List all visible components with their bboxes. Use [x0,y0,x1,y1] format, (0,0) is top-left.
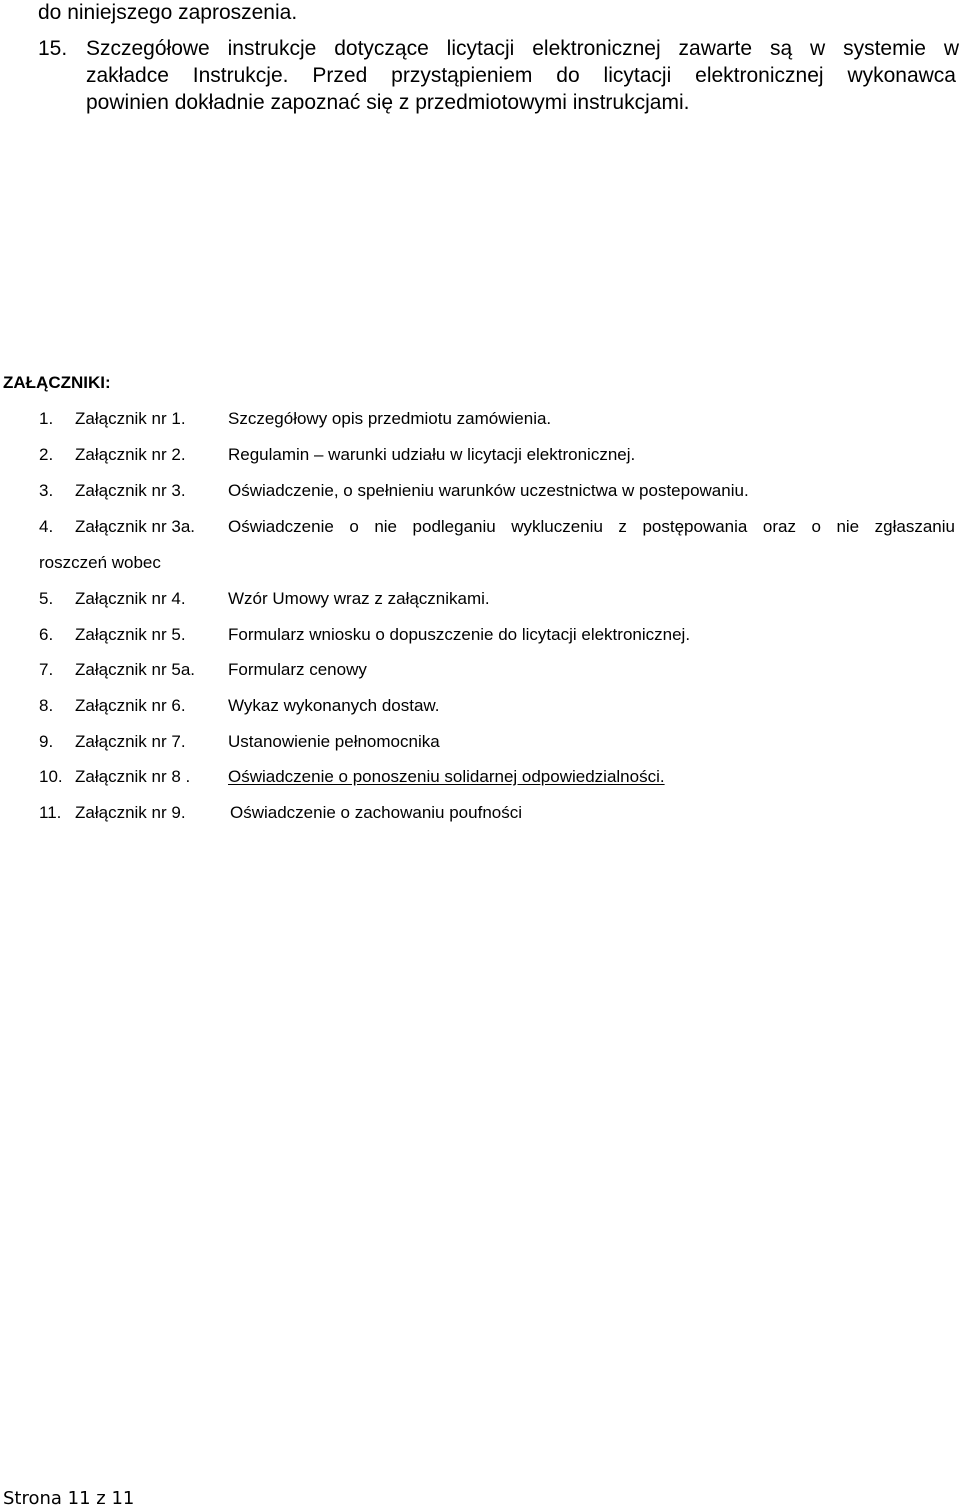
paragraph-number: 15. [38,37,68,60]
attachment-description: Oświadczenie, o spełnieniu warunków uczestnictwa w postepowaniu. [228,481,749,500]
attachment-label: Załącznik nr 3. [75,481,186,500]
attachment-description-text: Oświadczenie o ponoszeniu solidarnej odpowiedzialności. [228,767,665,786]
attachment-label: Załącznik nr 4. [75,589,186,608]
attachment-item [0,624,960,646]
attachment-item [0,766,960,788]
attachment-item [0,444,960,466]
attachment-description [228,766,665,788]
attachment-item [0,480,960,502]
paragraph-line-3: powinien dokładnie zapoznać się z przedmiotowymi instrukcjami. [86,91,690,114]
item-number: 6. [39,625,54,644]
attachment-description: Ustanowienie pełnomocnika [228,732,440,751]
attachment-label: Załącznik nr 5a. [75,660,195,679]
attachment-description: Oświadczenie o nie podleganiu wykluczeniu z postępowania oraz o nie zgłaszaniu [228,517,955,536]
attachment-description: Formularz wniosku o dopuszczenie do licytacji elektronicznej. [228,625,691,644]
item-number: 7. [39,660,54,679]
attachment-description-continued: roszczeń wobec [39,553,161,572]
paragraph-line-1: Szczegółowe instrukcje dotyczące licytacji elektronicznej zawarte są w systemie w [86,37,959,60]
attachment-item [0,516,960,572]
attachment-label: Załącznik nr 6. [75,696,186,715]
item-number: 2. [39,445,54,464]
attachment-item [0,695,960,717]
continuation-line: do niniejszego zaproszenia. [38,1,298,24]
attachment-item [0,802,960,824]
page-number-footer: Strona 11 z 11 [3,1488,135,1509]
attachment-label: Załącznik nr 1. [75,409,186,428]
attachment-item [0,408,960,430]
attachment-description: Oświadczenie o zachowaniu poufności [230,803,523,822]
attachment-description: Wzór Umowy wraz z załącznikami. [228,589,490,608]
item-number: 4. [39,517,54,536]
attachments-heading: ZAŁĄCZNIKI: [3,373,111,392]
attachment-label: Załącznik nr 7. [75,732,186,751]
attachment-item [0,659,960,681]
attachment-description: Szczegółowy opis przedmiotu zamówienia. [228,409,552,428]
item-number: 3. [39,481,54,500]
paragraph-line-2: zakładce Instrukcje. Przed przystąpieniem do licytacji elektronicznej wykonawca [86,64,956,87]
item-number: 1. [39,409,54,428]
attachment-description: Regulamin – warunki udziału w licytacji elektronicznej. [228,445,636,464]
item-number: 5. [39,589,54,608]
attachment-label: Załącznik nr 3a. [75,517,195,536]
attachment-description: Formularz cenowy [228,660,367,679]
item-number: 8. [39,696,54,715]
attachment-label: Załącznik nr 9. [75,803,186,822]
attachment-label: Załącznik nr 2. [75,445,186,464]
item-number: 9. [39,732,54,751]
attachment-item [0,588,960,610]
attachment-item [0,731,960,753]
item-number: 10. [39,767,63,786]
item-number: 11. [39,803,62,822]
attachment-label: Załącznik nr 8 . [75,767,191,786]
attachment-label: Załącznik nr 5. [75,625,186,644]
attachment-description: Wykaz wykonanych dostaw. [228,696,440,715]
